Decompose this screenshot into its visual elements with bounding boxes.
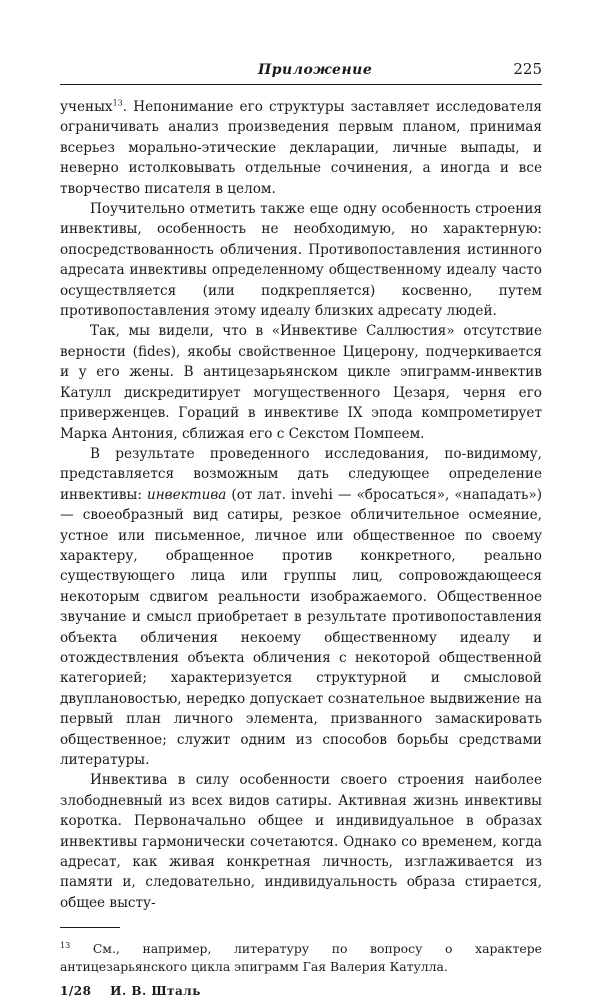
footnote-ref: 13 [112,98,123,108]
paragraph-4-rest: (от лат. invehi — «бросаться», «нападать») — своеобразный вид сатиры, резкое обличительное осмеяние, устное или письменное, личное или общественное по своему характеру, обращенное против конкретного, реально существующего лица или группы лиц, сопровождающееся некоторым сдвигом реальности изображаемого. Общественное звучание и смысл приобретает в результате противопоставления объекта обличения некоему общественному идеалу и отождествления объекта обличения с некоторой общественной категорией; характеризуется структурной и смысловой двуплановостью, нередко допускает сознательное выдвижение на первый план личного элемента, призванного замаскировать общественное; служит одним из способов борьбы средствами литературы. [60,486,542,768]
footnote-marker: 13 [60,941,71,951]
paragraph-1-start: ученых [60,99,113,115]
defined-term: инвектива [146,486,227,503]
paragraph-5: Инвектива в силу особенности своего строения наиболее злободневный из всех видов сатиры. Активная жизнь инвективы коротка. Первоначально общее и индивидуальное в образах инвективы гармонически сочетаются. Однако со временем, когда адресат, как живая конкретная личность, изглаживается из памяти и, следовательно, индивидуальность образа стирается, общее высту- [60,772,542,911]
paragraph-4 [60,444,542,771]
paragraph-2: Поучительно отметить также еще одну особенность строения инвективы, особенность не необходимую, но характерную: опосредствованность обличения. Противопоставления истинного адресата инвективы определенному общественному идеалу часто осуществляется (или подкрепляется) косвенно, путем противопоставления этому идеалу близких адресату людей. [60,201,542,320]
running-title: Приложение [258,62,373,78]
footnote [60,940,542,976]
book-page [60,62,542,998]
footnote-divider [60,927,120,928]
signature-mark: 1/28 [60,984,92,998]
paragraph-1 [60,97,542,199]
paragraph-4-start: В результате проведенного исследования, по-видимому, представляется возможным дать следующее определение инвективы: [60,445,542,503]
paragraph-3: Так, мы видели, что в «Инвективе Саллюстия» отсутствие верности (fides), якобы свойственное Цицерону, подчеркивается и у его жены. В антицезарьянском цикле эпиграмм-инвектив Катулл дискредитирует могущественного Цезаря, черня его приверженцев. Гораций в инвективе IX эпода компрометирует Марка Антония, сближая его с Секстом Помпеем. [60,323,542,442]
printer-signature [60,984,542,998]
running-header [60,62,542,85]
signature-name: И. В. Шталь [110,984,201,998]
footnote-text: См., например, литературу по вопросу о характере антицезарьянского цикла эпиграмм Гая Валерия Катулла. [60,941,542,975]
paragraph-1-rest: . Непонимание его структуры заставляет исследователя ограничивать анализ произведения первым планом, принимая всерьез морально-этические декларации, личные выпады, и неверно истолковывать отдельные сочинения, а иногда и все творчество писателя в целом. [60,99,542,197]
page-number: 225 [513,60,542,78]
page-body [60,97,542,998]
